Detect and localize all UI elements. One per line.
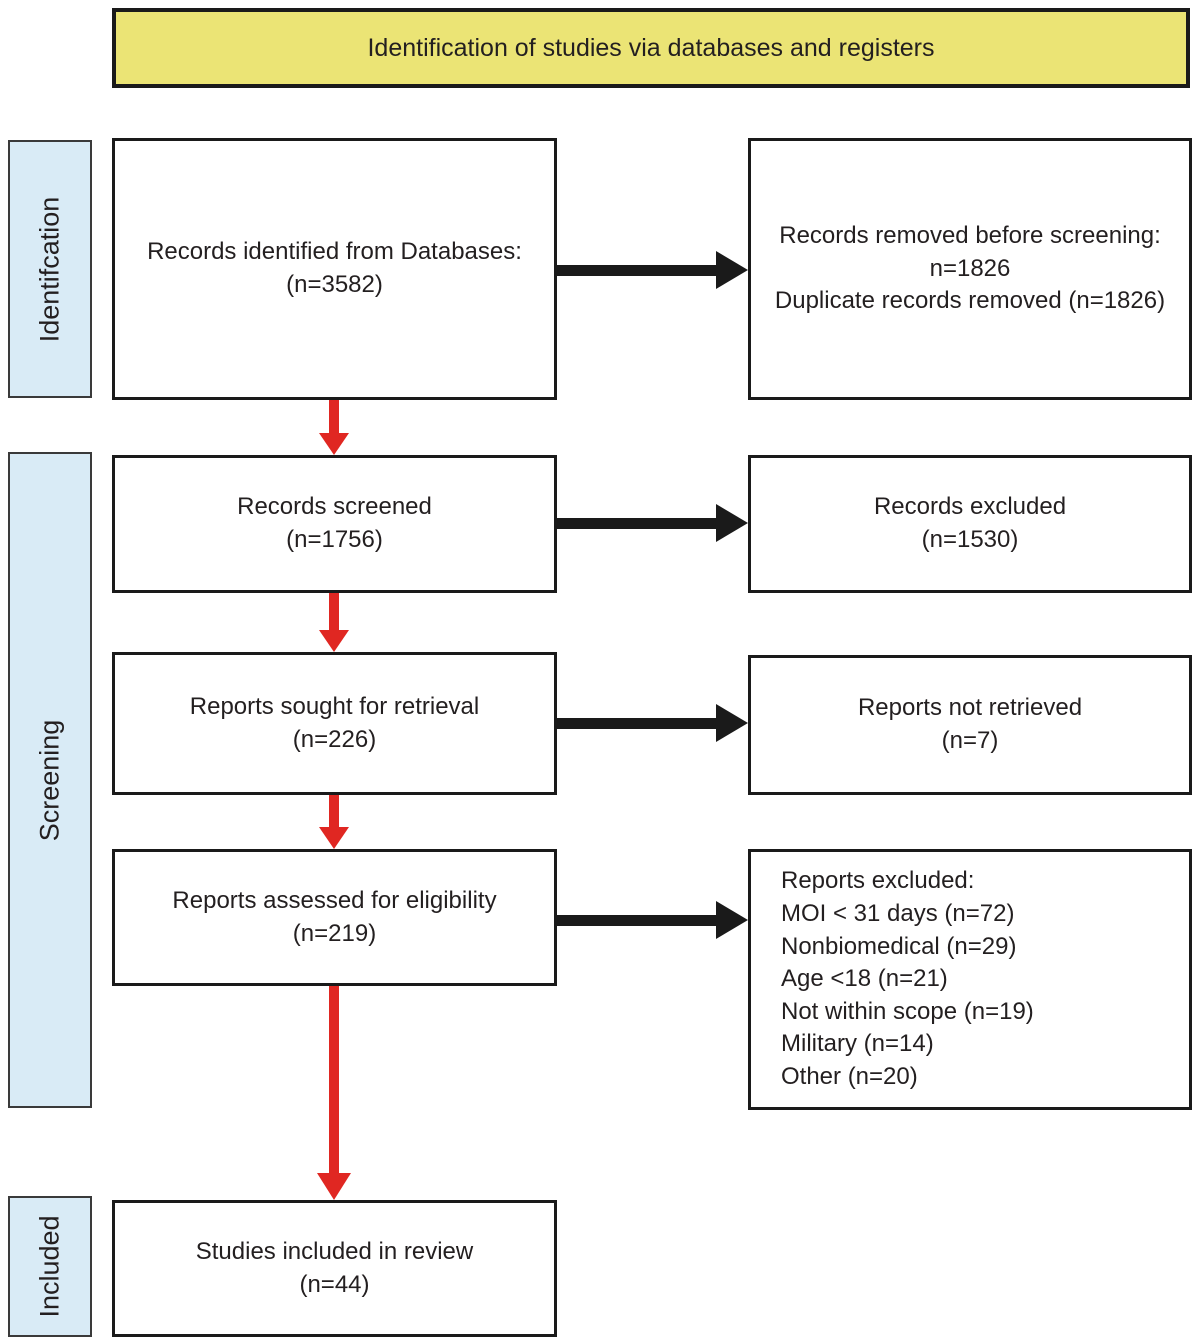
stage-label-screening	[8, 452, 92, 1108]
reports-not-retrieved-count: (n=7)	[941, 727, 999, 754]
arrow-identified-to-removed	[557, 251, 748, 289]
reports-assessed-line1: Reports assessed for eligibility	[172, 886, 497, 914]
stage-label-included	[8, 1196, 92, 1337]
box-records-removed	[748, 138, 1192, 400]
reports-excluded-title: Reports excluded:	[781, 867, 975, 895]
records-excluded-line1: Records excluded	[873, 493, 1067, 521]
arrow-assessed-to-reports-excluded	[557, 901, 748, 939]
records-removed-duplicates: Duplicate records removed (n=1826)	[774, 287, 1166, 315]
records-excluded-count: (n=1530)	[921, 526, 1019, 553]
reports-assessed-count: (n=219)	[292, 919, 377, 947]
box-records-excluded	[748, 455, 1192, 593]
reports-not-retrieved-line1: Reports not retrieved	[857, 694, 1083, 722]
box-reports-sought	[112, 652, 557, 795]
records-identified-count: (n=3582)	[286, 271, 383, 298]
arrow-shaft	[329, 986, 339, 1176]
arrow-shaft	[557, 915, 720, 926]
arrow-right-head-icon	[716, 504, 748, 542]
reports-excluded-reason-moi: MOI < 31 days (n=72)	[781, 899, 1015, 927]
banner-title: Identification of studies via databases and registers	[367, 33, 935, 62]
arrow-assessed-to-included	[317, 986, 351, 1200]
records-removed-line1: Records removed before screening:	[779, 222, 1161, 250]
arrow-right-head-icon	[716, 251, 748, 289]
box-reports-assessed	[112, 849, 557, 986]
arrow-shaft	[329, 400, 339, 436]
studies-included-count: (n=44)	[299, 1270, 370, 1298]
stage-label-identification	[8, 140, 92, 398]
reports-excluded-reason-age: Age <18 (n=21)	[781, 965, 948, 993]
arrow-right-head-icon	[716, 704, 748, 742]
arrow-sought-to-not-retrieved	[557, 704, 748, 742]
arrow-sought-to-assessed	[319, 795, 349, 849]
stage-label-included-text: Included	[34, 1215, 65, 1318]
arrow-shaft	[557, 265, 720, 276]
records-identified-line1: Records identified from Databases:	[147, 238, 522, 266]
box-reports-not-retrieved	[748, 655, 1192, 795]
box-records-screened	[112, 455, 557, 593]
reports-sought-line1: Reports sought for retrieval	[189, 692, 480, 720]
studies-included-line1: Studies included in review	[195, 1237, 474, 1265]
arrow-shaft	[557, 718, 720, 729]
records-removed-count: n=1826	[929, 254, 1011, 282]
reports-excluded-reason-military: Military (n=14)	[781, 1030, 934, 1058]
stage-label-screening-text: Screening	[34, 719, 65, 841]
arrow-screened-to-excluded	[557, 504, 748, 542]
reports-excluded-reason-scope: Not within scope (n=19)	[781, 997, 1034, 1025]
reports-excluded-reason-nonbiomedical: Nonbiomedical (n=29)	[781, 932, 1017, 960]
arrow-screened-to-sought	[319, 593, 349, 652]
stage-label-identification-text: Identifcation	[34, 196, 65, 342]
arrow-down-head-icon	[319, 433, 349, 455]
arrow-down-head-icon	[319, 630, 349, 652]
arrow-shaft	[329, 795, 339, 830]
banner-identification-of-studies	[112, 8, 1190, 88]
box-records-identified	[112, 138, 557, 400]
arrow-down-head-icon	[317, 1173, 351, 1200]
reports-sought-count: (n=226)	[292, 725, 377, 753]
arrow-shaft	[329, 593, 339, 633]
records-screened-count: (n=1756)	[286, 526, 383, 553]
box-reports-excluded	[748, 849, 1192, 1110]
arrow-identified-to-screened	[319, 400, 349, 455]
reports-excluded-reason-other: Other (n=20)	[781, 1063, 918, 1091]
records-screened-line1: Records screened	[237, 493, 432, 521]
arrow-right-head-icon	[716, 901, 748, 939]
arrow-down-head-icon	[319, 827, 349, 849]
box-studies-included	[112, 1200, 557, 1337]
arrow-shaft	[557, 518, 720, 529]
